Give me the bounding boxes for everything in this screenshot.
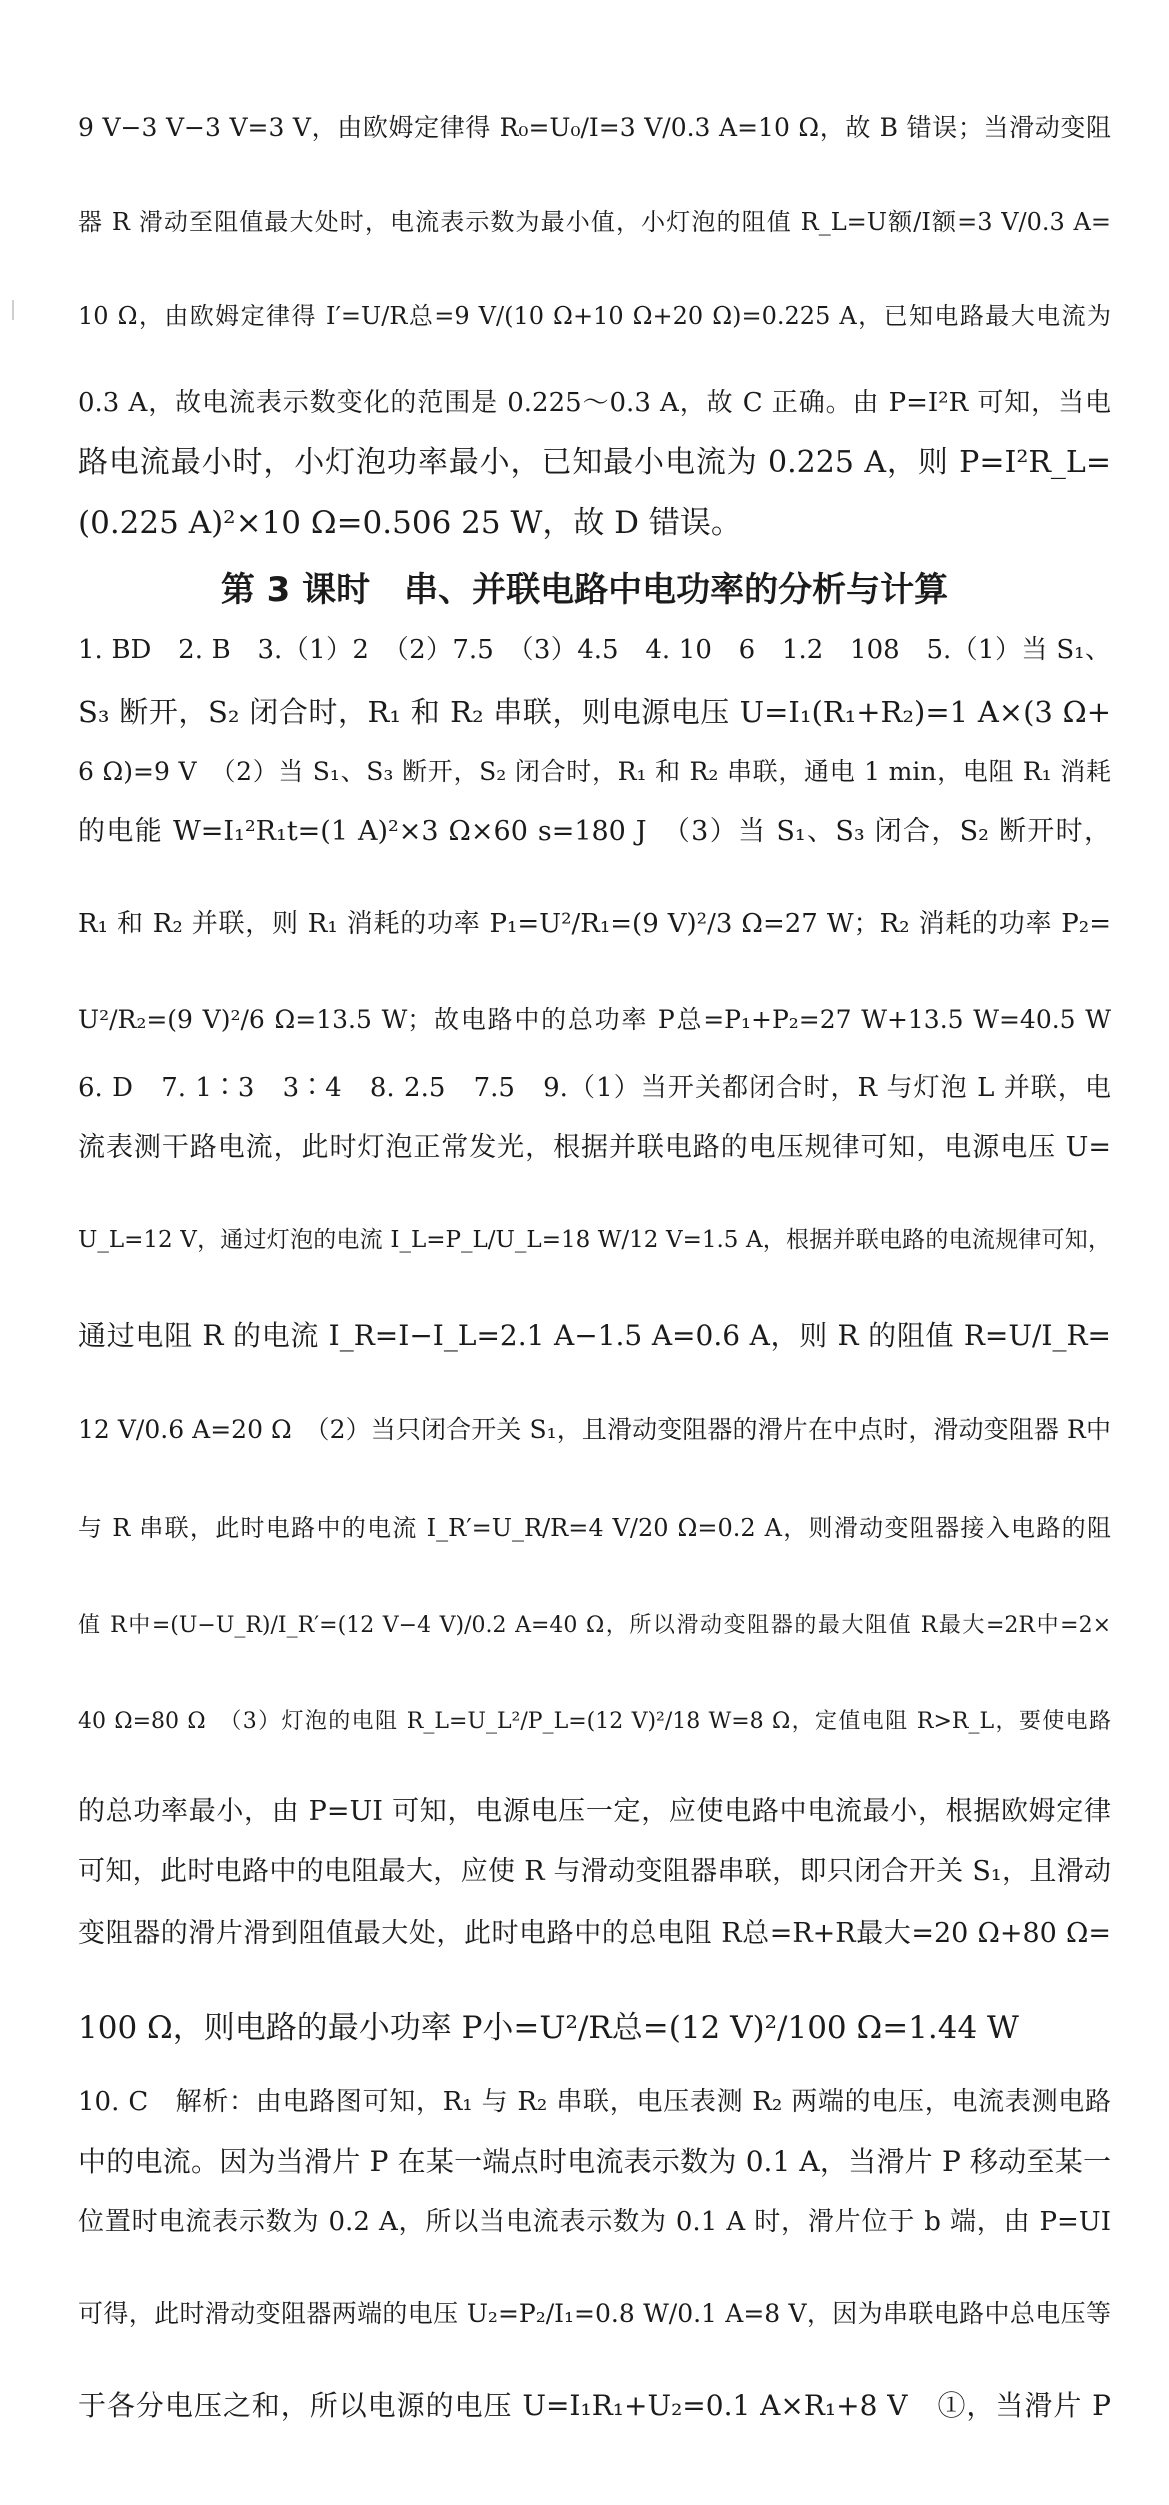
text-line: 10 Ω，由欧姆定律得 I′=U/R总=9 V/(10 Ω+10 Ω+20 Ω)=0.225 A，已知电路最大电流为 <box>78 302 1111 330</box>
text-line: 值 R中=(U−U_R)/I_R′=(12 V−4 V)/0.2 A=40 Ω，所以滑动变阻器的最大阻值 R最大=2R中=2× <box>78 1613 1111 1638</box>
text-line: 0.3 A，故电流表示数变化的范围是 0.225～0.3 A，故 C 正确。由 P=I²R 可知，当电 <box>78 388 1111 418</box>
text-line: 1. BD 2. B 3.（1）2 （2）7.5 （3）4.5 4. 10 6 1.2 108 5.（1）当 S₁、 <box>78 635 1111 665</box>
text-line: 变阻器的滑片滑到阻值最大处，此时电路中的总电阻 R总=R+R最大=20 Ω+80 Ω= <box>78 1918 1111 1949</box>
text-line: 6 Ω)=9 V （2）当 S₁、S₃ 断开，S₂ 闭合时，R₁ 和 R₂ 串联，通电 1 min，电阻 R₁ 消耗 <box>78 757 1111 786</box>
text-line: 器 R 滑动至阻值最大处时，电流表示数为最小值，小灯泡的阻值 R_L=U额/I额=3 V/0.3 A= <box>78 208 1111 236</box>
text-line: 可得，此时滑动变阻器两端的电压 U₂=P₂/I₁=0.8 W/0.1 A=8 V，因为串联电路中总电压等 <box>78 2299 1111 2328</box>
text-line: S₃ 断开，S₂ 闭合时，R₁ 和 R₂ 串联，则电源电压 U=I₁(R₁+R₂)=1 A×(3 Ω+ <box>78 695 1111 729</box>
text-line: 位置时电流表示数为 0.2 A，所以当电流表示数为 0.1 A 时，滑片位于 b 端，由 P=UI <box>78 2207 1111 2237</box>
text-line: R₁ 和 R₂ 并联，则 R₁ 消耗的功率 P₁=U²/R₁=(9 V)²/3 Ω=27 W；R₂ 消耗的功率 P₂= <box>78 909 1111 939</box>
text-line: 可知，此时电路中的电阻最大，应使 R 与滑动变阻器串联，即只闭合开关 S₁，且滑动 <box>78 1856 1111 1887</box>
text-line: 通过电阻 R 的电流 I_R=I−I_L=2.1 A−1.5 A=0.6 A，则 R 的阻值 R=U/I_R= <box>78 1319 1111 1352</box>
text-line: 路电流最小时，小灯泡功率最小，已知最小电流为 0.225 A，则 P=I²R_L= <box>78 445 1111 480</box>
text-line: 于各分电压之和，所以电源的电压 U=I₁R₁+U₂=0.1 A×R₁+8 V ①，当滑片 P <box>78 2389 1111 2422</box>
text-line: 的电能 W=I₁²R₁t=(1 A)²×3 Ω×60 s=180 J （3）当 S₁、S₃ 闭合，S₂ 断开时， <box>78 816 1111 847</box>
text-line: U_L=12 V，通过灯泡的电流 I_L=P_L/U_L=18 W/12 V=1.5 A，根据并联电路的电流规律可知， <box>78 1227 1111 1253</box>
text-line: 的总功率最小，由 P=UI 可知，电源电压一定，应使电路中电流最小，根据欧姆定律 <box>78 1796 1111 1827</box>
text-line: 6. D 7. 1∶3 3∶4 8. 2.5 7.5 9.（1）当开关都闭合时，R 与灯泡 L 并联，电 <box>78 1073 1111 1103</box>
text-line: 10. C 解析：由电路图可知，R₁ 与 R₂ 串联，电压表测 R₂ 两端的电压，电流表测电路 <box>78 2087 1111 2117</box>
text-line: 流表测干路电流，此时灯泡正常发光，根据并联电路的电压规律可知，电源电压 U= <box>78 1132 1111 1163</box>
section-heading: 第 3 课时 串、并联电路中电功率的分析与计算 <box>220 570 949 610</box>
text-line: 40 Ω=80 Ω （3）灯泡的电阻 R_L=U_L²/P_L=(12 V)²/18 W=8 Ω，定值电阻 R>R_L，要使电路 <box>78 1709 1111 1734</box>
text-line: 100 Ω，则电路的最小功率 P小=U²/R总=(12 V)²/100 Ω=1.44 W <box>78 2010 1019 2046</box>
margin-mark <box>12 300 14 320</box>
text-line: U²/R₂=(9 V)²/6 Ω=13.5 W；故电路中的总功率 P总=P₁+P₂=27 W+13.5 W=40.5 W <box>78 1005 1111 1034</box>
text-line: (0.225 A)²×10 Ω=0.506 25 W，故 D 错误。 <box>78 505 742 541</box>
text-line: 中的电流。因为当滑片 P 在某一端点时电流表示数为 0.1 A，当滑片 P 移动至某一 <box>78 2145 1111 2178</box>
text-line: 与 R 串联，此时电路中的电流 I_R′=U_R/R=4 V/20 Ω=0.2 A，则滑动变阻器接入电路的阻 <box>78 1514 1111 1542</box>
text-line: 12 V/0.6 A=20 Ω （2）当只闭合开关 S₁，且滑动变阻器的滑片在中点时，滑动变阻器 R中 <box>78 1415 1111 1444</box>
text-line: 9 V−3 V−3 V=3 V，由欧姆定律得 R₀=U₀/I=3 V/0.3 A=10 Ω，故 B 错误；当滑动变阻 <box>78 113 1111 142</box>
